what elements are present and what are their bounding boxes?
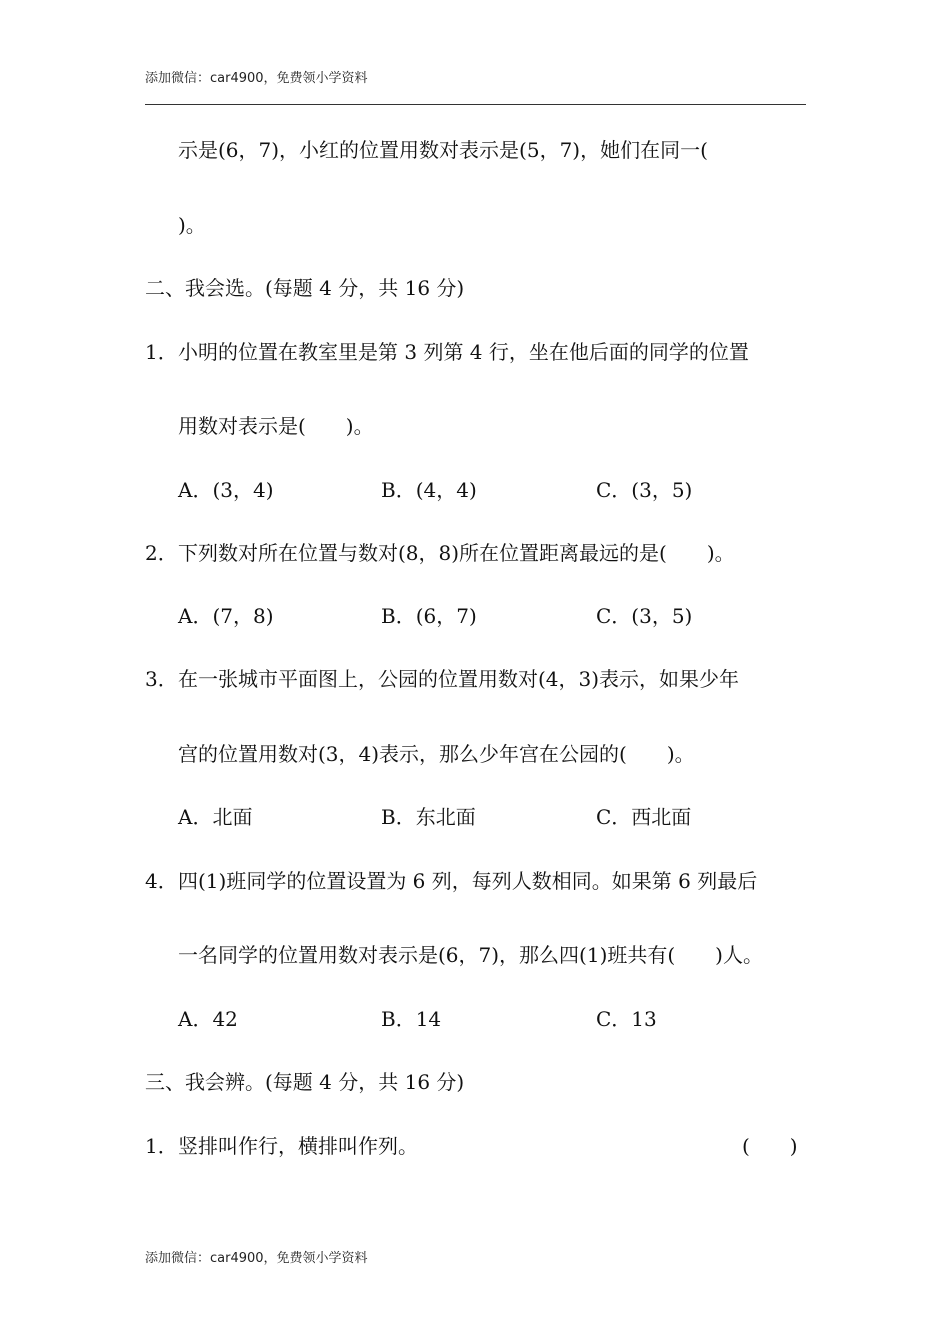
question-1-line-1: 小明的位置在教室里是第 3 列第 4 行，坐在他后面的同学的位置 [178, 340, 749, 364]
option-b: B．(6，7) [381, 604, 477, 628]
option-a: A．(7，8) [178, 604, 274, 628]
continuation-line-2: )。 [178, 213, 206, 237]
option-a: A．42 [178, 1007, 238, 1031]
question-number: 3． [145, 667, 178, 691]
judge-question-1: 竖排叫作行，横排叫作列。 [178, 1134, 418, 1158]
question-number: 2． [145, 541, 178, 565]
option-c: C．西北面 [596, 805, 692, 829]
page-footer: 添加微信：car4900，免费领小学资料 [145, 1251, 368, 1266]
continuation-line-1: 示是(6，7)，小红的位置用数对表示是(5，7)，她们在同一( [178, 138, 708, 162]
question-4-line-2: 一名同学的位置用数对表示是(6，7)，那么四(1)班共有( )人。 [178, 943, 763, 967]
question-3-line-1: 在一张城市平面图上，公园的位置用数对(4，3)表示，如果少年 [178, 667, 740, 691]
header-divider [145, 104, 806, 105]
question-number: 1． [145, 1134, 178, 1158]
question-3-line-2: 宫的位置用数对(3，4)表示，那么少年宫在公园的( )。 [178, 742, 695, 766]
question-number: 1． [145, 340, 178, 364]
question-number: 4． [145, 869, 178, 893]
option-c: C．(3，5) [596, 604, 693, 628]
option-c: C．(3，5) [596, 478, 693, 502]
section-2-title: 二、我会选。(每题 4 分，共 16 分) [145, 276, 465, 300]
option-a: A．北面 [178, 805, 253, 829]
section-3-title: 三、我会辨。(每题 4 分，共 16 分) [145, 1070, 465, 1094]
option-b: B．(4，4) [381, 478, 477, 502]
option-c: C．13 [596, 1007, 657, 1031]
question-4-line-1: 四(1)班同学的位置设置为 6 列，每列人数相同。如果第 6 列最后 [178, 869, 758, 893]
answer-bracket[interactable]: ( ) [742, 1134, 798, 1158]
question-1-line-2: 用数对表示是( )。 [178, 414, 374, 438]
option-a: A．(3，4) [178, 478, 274, 502]
question-2-line-1: 下列数对所在位置与数对(8，8)所在位置距离最远的是( )。 [178, 541, 735, 565]
option-b: B．14 [381, 1007, 442, 1031]
option-b: B．东北面 [381, 805, 476, 829]
page-header: 添加微信：car4900，免费领小学资料 [145, 71, 368, 86]
